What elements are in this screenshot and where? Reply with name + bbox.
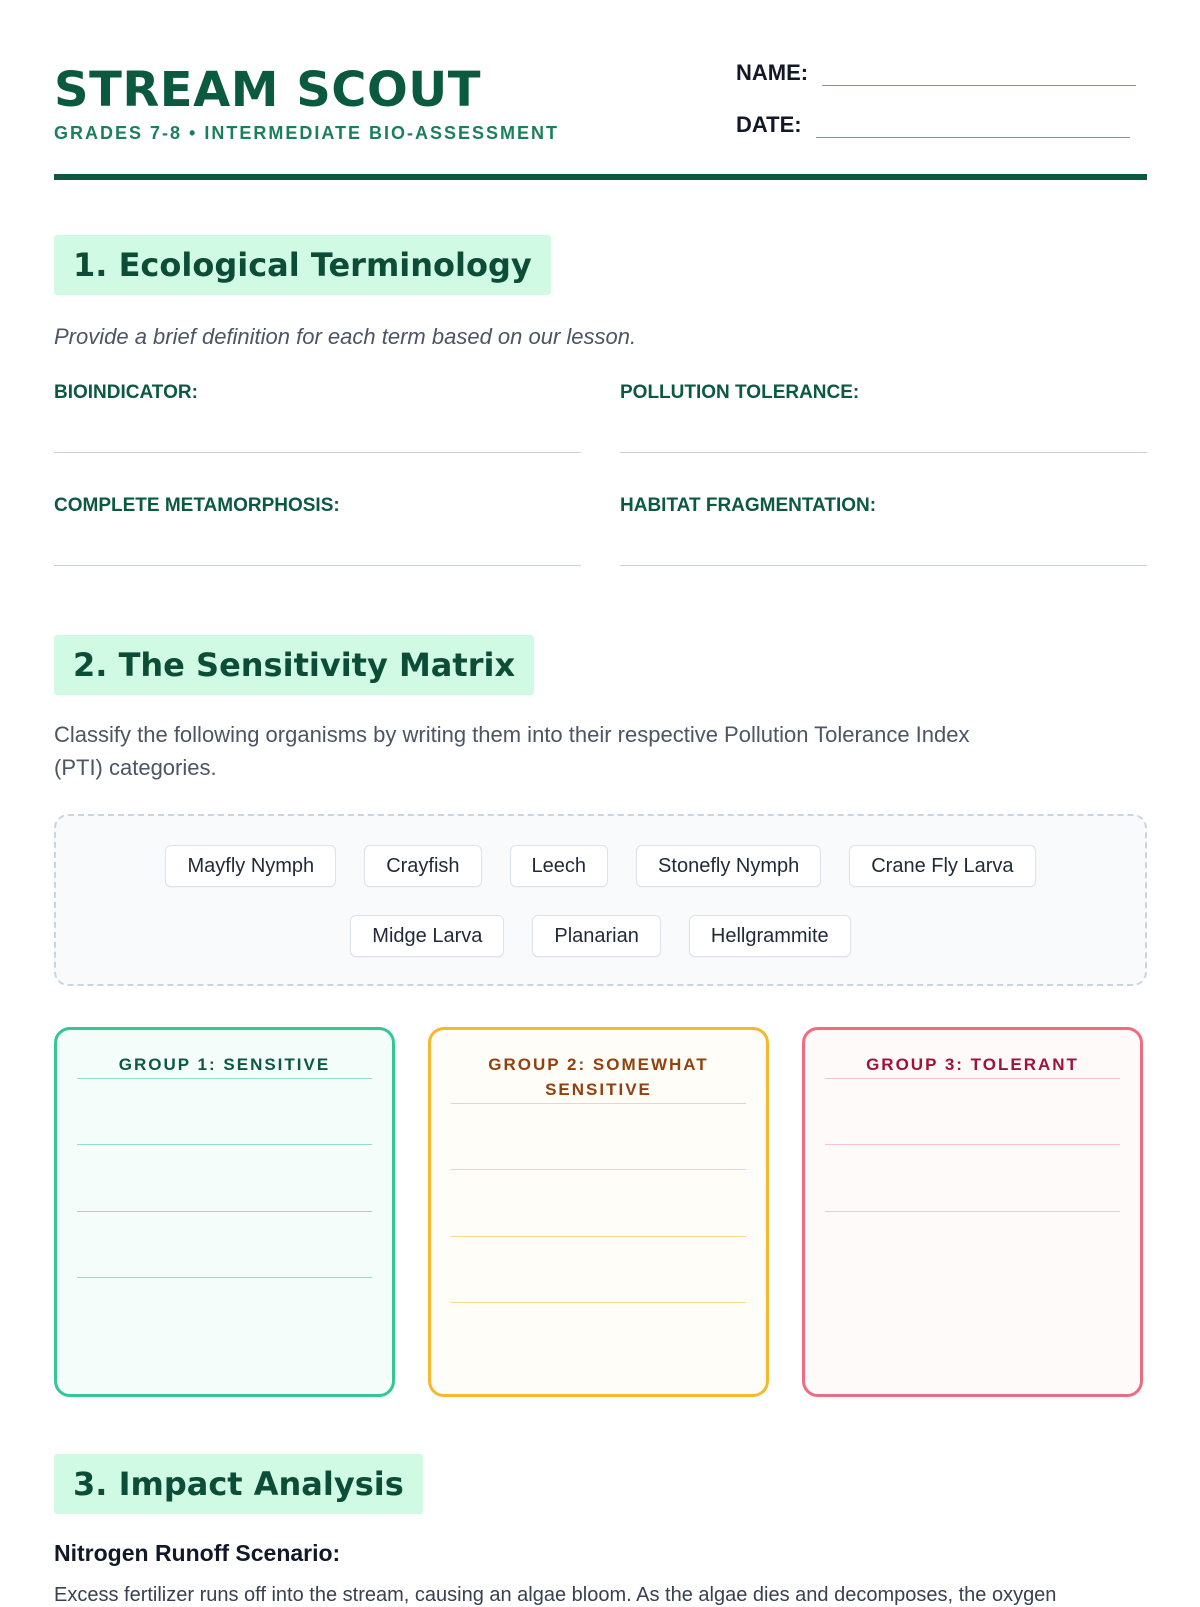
section-2-instruction-line-1: Classify the following organisms by writing them into their respective Pollution Tolerance Index (54, 722, 970, 747)
worksheet-page (54, 0, 1147, 1606)
word-chip[interactable]: Crane Fly Larva (849, 845, 1035, 887)
scenario-text: Excess fertilizer runs off into the stream, causing an algae bloom. As the algae dies and decomposes, the oxygen (54, 1584, 1057, 1606)
worksheet-title: STREAM SCOUT (54, 62, 482, 118)
answer-line[interactable] (620, 565, 1147, 566)
answer-line[interactable] (825, 1211, 1120, 1212)
worksheet-header (54, 60, 1147, 180)
answer-line[interactable] (77, 1277, 372, 1278)
answer-line[interactable] (77, 1211, 372, 1212)
answer-line[interactable] (451, 1302, 746, 1303)
term-habitat-fragmentation[interactable] (620, 495, 1147, 517)
group-header-rule (825, 1078, 1120, 1079)
header-divider (54, 174, 1147, 180)
date-field[interactable] (736, 112, 1130, 138)
answer-line[interactable] (77, 1144, 372, 1145)
date-label: DATE: (736, 112, 802, 137)
group-title-line: GROUP 2: SOMEWHAT (488, 1055, 709, 1074)
group-header-rule (451, 1103, 746, 1104)
group-somewhat-sensitive-title (451, 1052, 746, 1102)
word-chip[interactable]: Planarian (532, 915, 661, 957)
section-2-instruction-line-2: (PTI) categories. (54, 755, 217, 780)
name-label: NAME: (736, 60, 809, 85)
scenario-label: Nitrogen Runoff Scenario: (54, 1540, 341, 1566)
answer-line[interactable] (54, 565, 581, 566)
term-label: BIOINDICATOR: (54, 382, 198, 403)
term-bioindicator[interactable] (54, 382, 581, 404)
term-pollution-tolerance[interactable] (620, 382, 1147, 404)
group-somewhat-sensitive-box[interactable] (428, 1027, 769, 1397)
answer-line[interactable] (620, 452, 1147, 453)
word-bank (54, 814, 1147, 986)
word-chip[interactable]: Hellgrammite (689, 915, 851, 957)
date-line[interactable] (816, 136, 1130, 138)
word-bank-row-1 (54, 845, 1147, 887)
term-label: COMPLETE METAMORPHOSIS: (54, 495, 340, 516)
answer-line[interactable] (54, 452, 581, 453)
answer-line[interactable] (451, 1236, 746, 1237)
group-sensitive-box[interactable] (54, 1027, 395, 1397)
term-complete-metamorphosis[interactable] (54, 495, 581, 517)
word-bank-row-2 (54, 915, 1147, 957)
group-tolerant-box[interactable] (802, 1027, 1143, 1397)
word-chip[interactable]: Mayfly Nymph (165, 845, 336, 887)
group-sensitive-title: GROUP 1: SENSITIVE (118, 1055, 331, 1074)
term-label: HABITAT FRAGMENTATION: (620, 495, 877, 516)
answer-line[interactable] (825, 1144, 1120, 1145)
group-tolerant-title: GROUP 3: TOLERANT (866, 1055, 1079, 1074)
word-chip[interactable]: Crayfish (364, 845, 481, 887)
section-1-instruction: Provide a brief definition for each term based on our lesson. (54, 324, 637, 349)
word-chip[interactable]: Stonefly Nymph (636, 845, 821, 887)
word-chip[interactable]: Leech (510, 845, 609, 887)
group-title-line: SENSITIVE (545, 1080, 652, 1099)
name-field[interactable] (736, 60, 1136, 86)
answer-line[interactable] (451, 1169, 746, 1170)
section-2-heading: 2. The Sensitivity Matrix (54, 635, 534, 695)
name-line[interactable] (822, 84, 1136, 86)
term-label: POLLUTION TOLERANCE: (620, 382, 860, 403)
section-3-heading: 3. Impact Analysis (54, 1454, 423, 1514)
section-1-heading: 1. Ecological Terminology (54, 235, 551, 295)
worksheet-subtitle: GRADES 7-8 • INTERMEDIATE BIO-ASSESSMENT (54, 123, 560, 143)
group-header-rule (77, 1078, 372, 1079)
word-chip[interactable]: Midge Larva (350, 915, 504, 957)
